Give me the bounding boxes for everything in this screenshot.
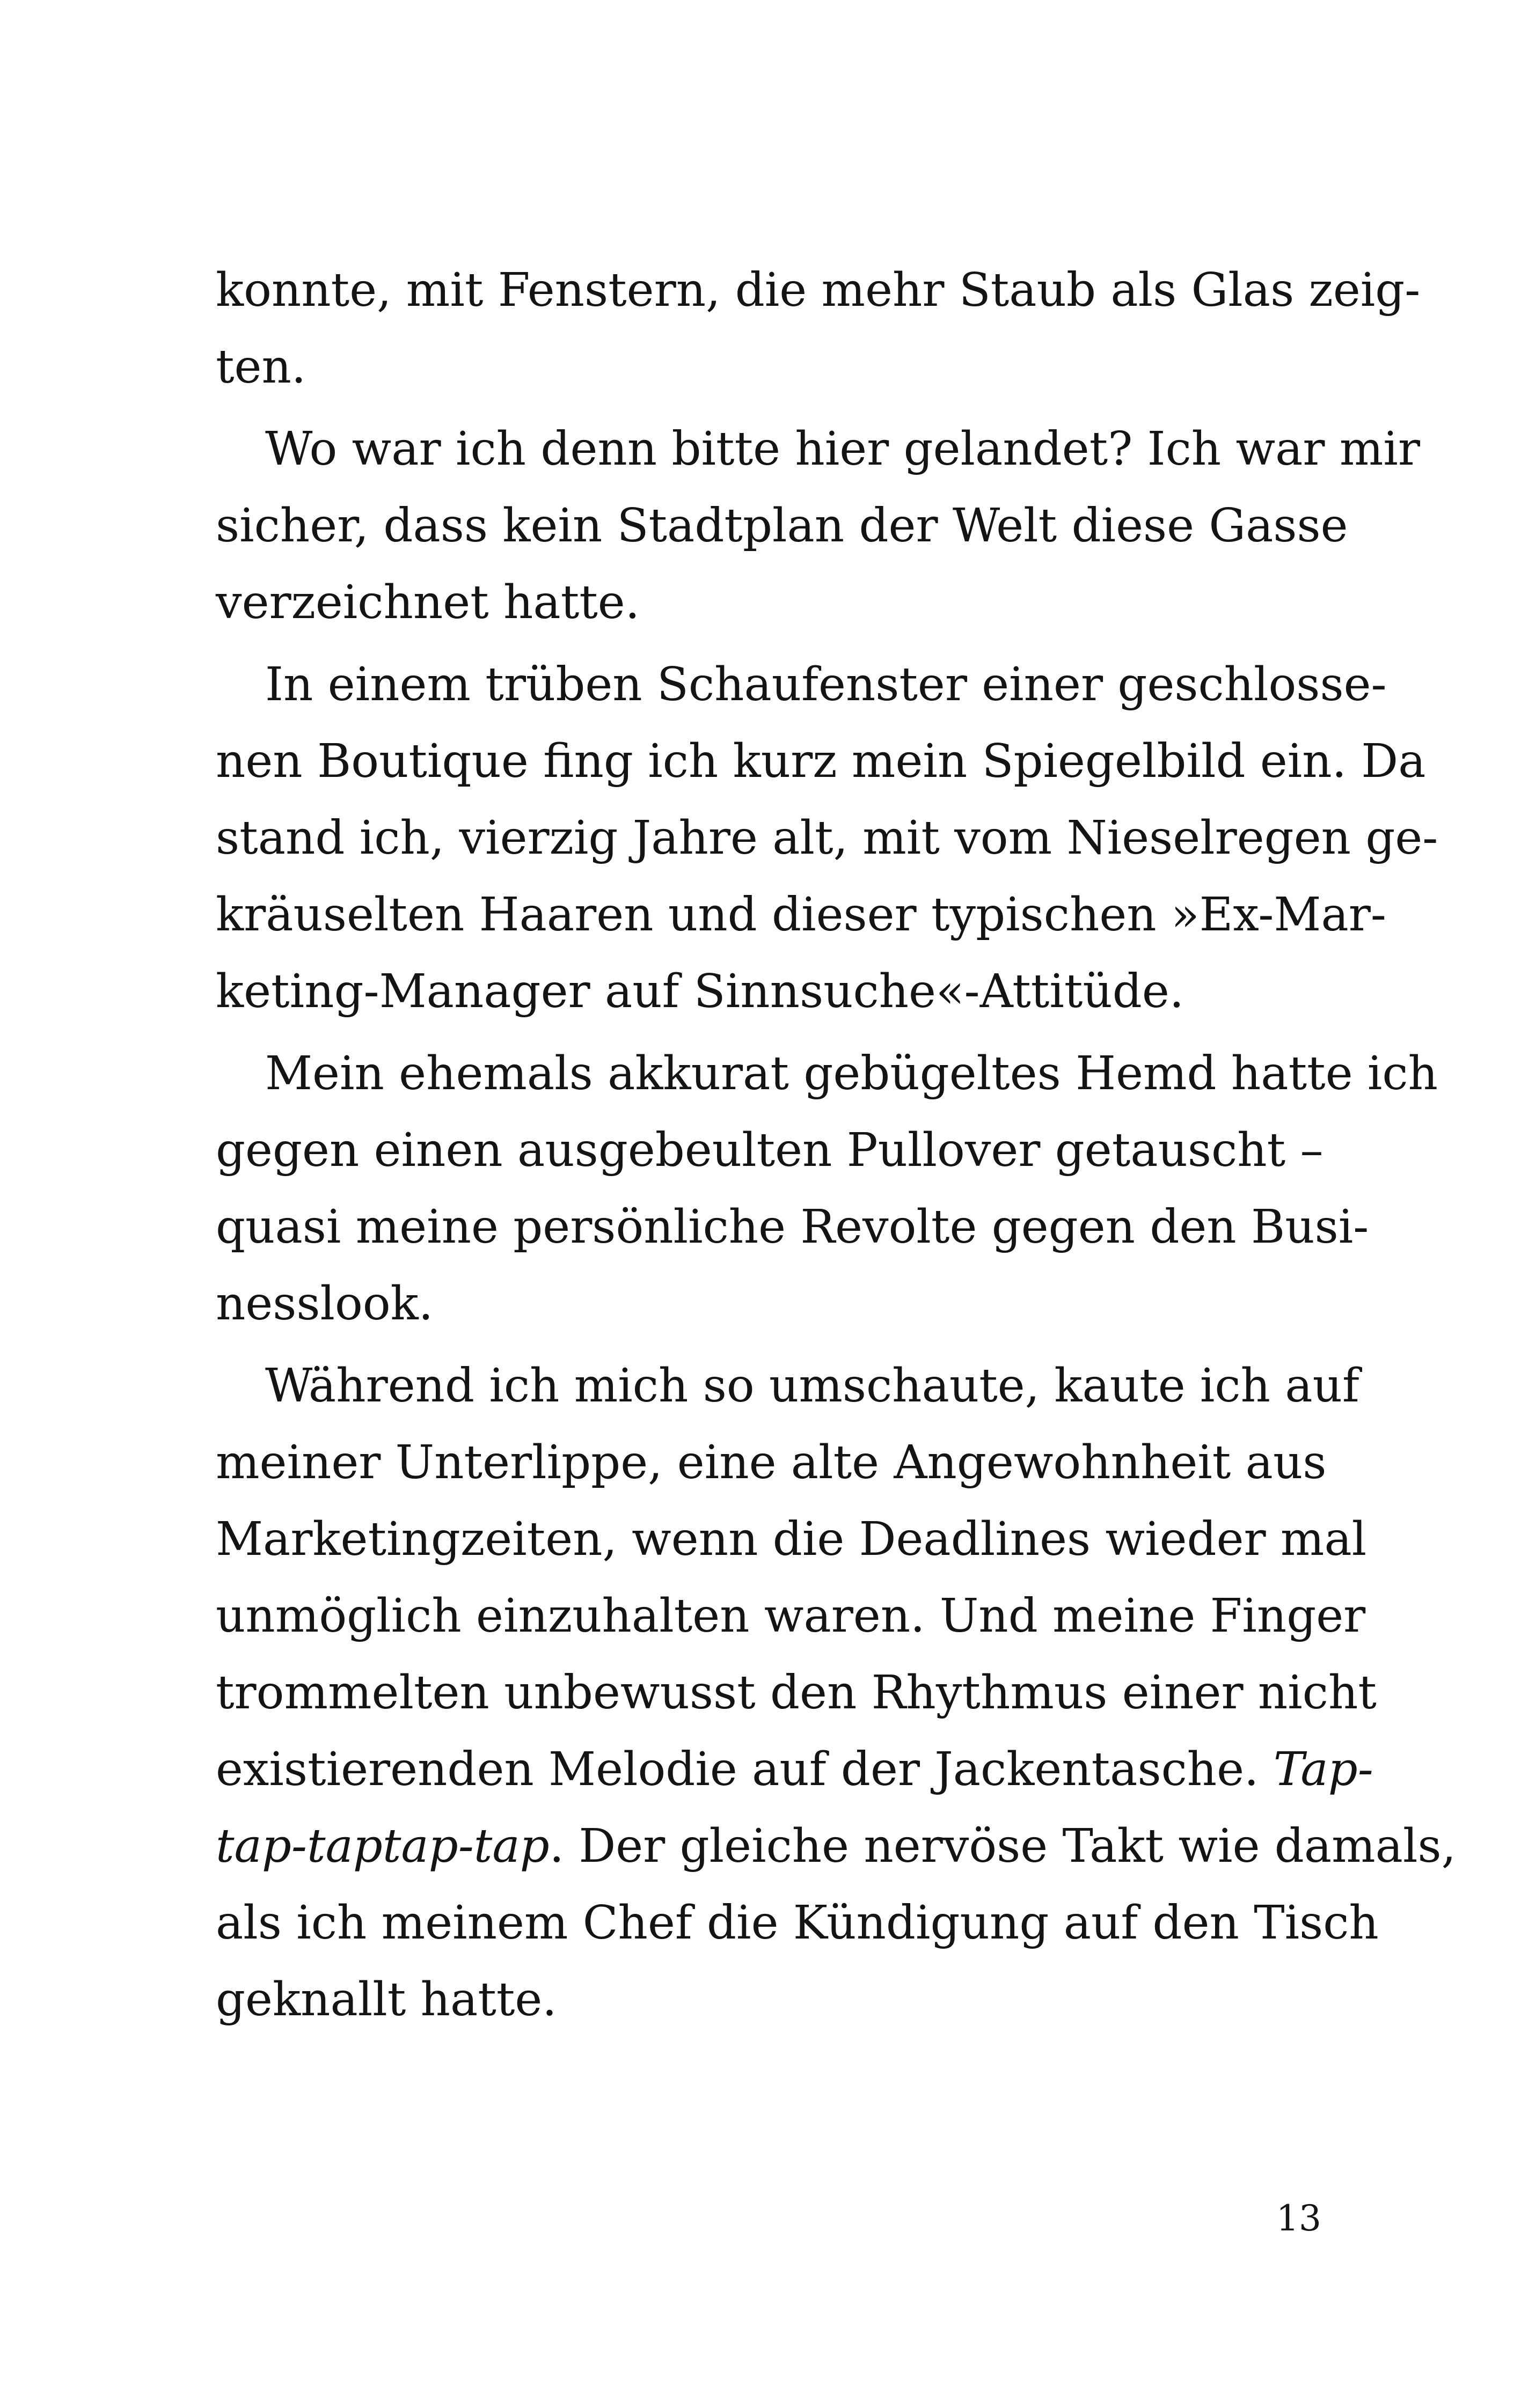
text-line: nesslook. bbox=[216, 1277, 434, 1331]
text-line: konnte, mit Fenstern, die mehr Staub als Glas zeig- bbox=[216, 263, 1421, 317]
text-line bbox=[216, 1731, 1373, 1808]
text-line: Während ich mich so umschaute, kaute ich auf bbox=[265, 1359, 1359, 1413]
text-line: ten. bbox=[216, 340, 306, 394]
text-line: Mein ehemals akkurat gebügeltes Hemd hatte ich bbox=[265, 1047, 1438, 1100]
text-line: verzeichnet hatte. bbox=[216, 576, 640, 629]
text-line: trommelten unbewusst den Rhythmus einer nicht bbox=[216, 1666, 1377, 1720]
text-line: Wo war ich denn bitte hier gelandet? Ich war mir bbox=[265, 422, 1421, 476]
text-line: Marketingzeiten, wenn die Deadlines wieder mal bbox=[216, 1513, 1367, 1566]
italic-text: Tap- bbox=[1273, 1743, 1373, 1796]
text-line: stand ich, vierzig Jahre alt, mit vom Nieselregen ge- bbox=[216, 811, 1438, 865]
text-line: In einem trüben Schaufenster einer geschlosse- bbox=[265, 658, 1387, 711]
text-line: meiner Unterlippe, eine alte Angewohnheit aus bbox=[216, 1436, 1327, 1489]
text-line: kräuselten Haaren und dieser typischen »Ex-Mar- bbox=[216, 888, 1386, 942]
text-line: geknallt hatte. bbox=[216, 1973, 557, 2027]
text-line: nen Boutique fing ich kurz mein Spiegelbild ein. Da bbox=[216, 735, 1426, 788]
italic-text: tap-taptap-tap bbox=[216, 1819, 550, 1873]
text-line bbox=[216, 1808, 1456, 1885]
text-line: sicher, dass kein Stadtplan der Welt diese Gasse bbox=[216, 499, 1348, 553]
page-number: 13 bbox=[1276, 2198, 1321, 2239]
text-line: als ich meinem Chef die Kündigung auf den Tisch bbox=[216, 1896, 1379, 1950]
text-line: quasi meine persönliche Revolte gegen den Busi- bbox=[216, 1200, 1369, 1254]
text-line: gegen einen ausgebeulten Pullover getauscht – bbox=[216, 1124, 1323, 1177]
text-fragment: existierenden Melodie auf der Jackentasche. bbox=[216, 1743, 1274, 1796]
body-text bbox=[216, 252, 1456, 2038]
text-line: unmöglich einzuhalten waren. Und meine Finger bbox=[216, 1589, 1366, 1643]
text-fragment: . Der gleiche nervöse Takt wie damals, bbox=[549, 1819, 1456, 1873]
text-line: keting-Manager auf Sinnsuche«-Attitüde. bbox=[216, 965, 1184, 1018]
